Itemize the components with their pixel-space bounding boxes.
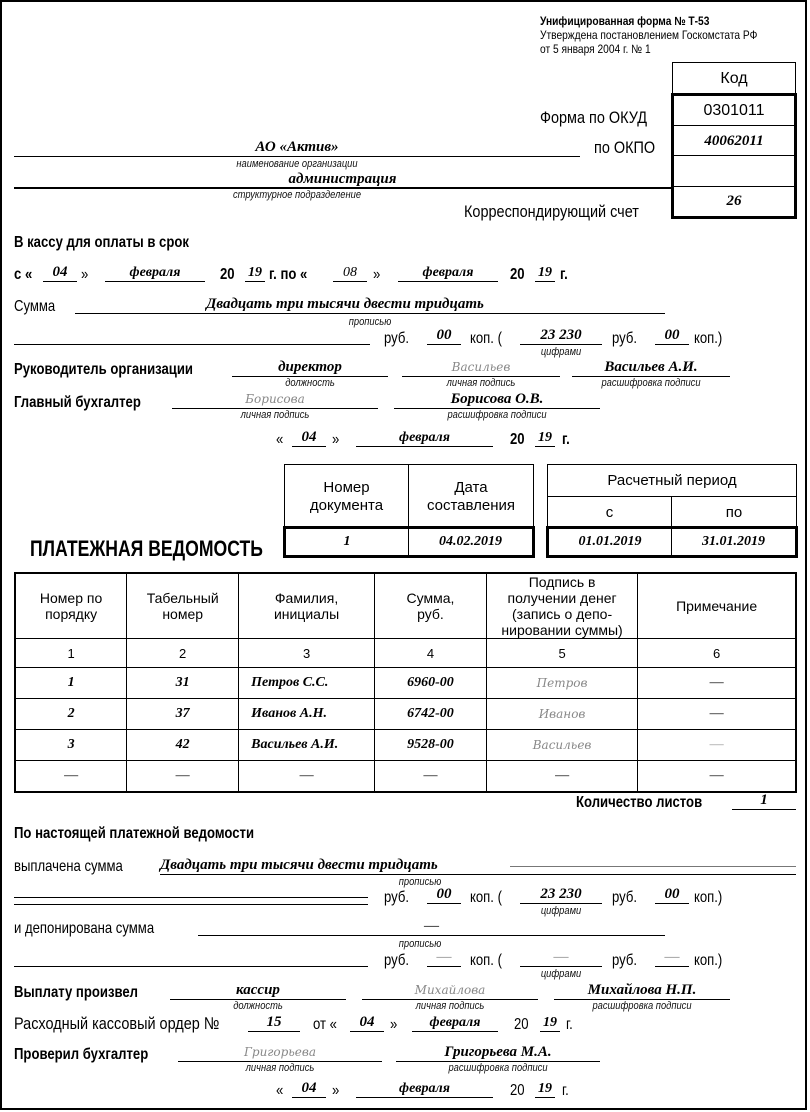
date-month-field[interactable]: февраля: [356, 429, 493, 447]
dep-kop-field[interactable]: —: [427, 949, 461, 967]
order-year-prefix: 20: [514, 1016, 529, 1033]
dep-kop-label: коп. (: [470, 952, 502, 969]
organization-caption: наименование организации: [236, 158, 358, 170]
sum-value: 6960-00: [374, 668, 486, 699]
final-date-close: »: [332, 1082, 340, 1099]
document-title: ПЛАТЕЖНАЯ ВЕДОМОСТЬ: [30, 536, 263, 561]
from-year-field[interactable]: 19: [245, 264, 265, 282]
checked-name-field[interactable]: Григорьева М.А.: [396, 1044, 600, 1062]
to-day-field[interactable]: 08: [333, 264, 367, 282]
sum-value: —: [374, 761, 486, 793]
order-label: Расходный кассовый ордер №: [14, 1014, 220, 1033]
col-header-number: Номер по порядку: [15, 573, 127, 639]
doc-header-box: [284, 464, 534, 527]
cash-desk-heading: В кассу для оплаты в срок: [14, 234, 189, 251]
date-close: »: [332, 431, 340, 448]
from-day-field[interactable]: 04: [43, 264, 77, 282]
column-numbers-row: [15, 639, 796, 668]
sum-value: 6742-00: [374, 699, 486, 730]
paid-kop2-field[interactable]: 00: [655, 886, 689, 904]
payer-signature-caption: личная подпись: [415, 1000, 485, 1012]
tabel-number: 42: [127, 730, 239, 761]
row-number: —: [15, 761, 127, 793]
note-value: —: [638, 699, 796, 730]
kop2-label: коп.): [694, 330, 723, 347]
words-caption: прописью: [348, 316, 392, 328]
checked-signature-caption: личная подпись: [245, 1062, 315, 1074]
tabel-number: —: [127, 761, 239, 793]
checked-name-caption: расшифровка подписи: [448, 1062, 548, 1074]
paid-words-fill-line: [510, 866, 796, 867]
date-year-prefix: 20: [510, 431, 525, 448]
from-prefix: с «: [14, 266, 33, 283]
col-header-note: Примечание: [638, 573, 796, 639]
order-close: »: [390, 1016, 398, 1033]
period-from-header: с: [548, 497, 672, 528]
rub-label: руб.: [384, 330, 410, 347]
checked-signature-field[interactable]: Григорьева: [178, 1044, 382, 1062]
order-month-field[interactable]: февраля: [412, 1014, 498, 1032]
digits-field[interactable]: 23 230: [520, 327, 602, 345]
employee-name: Васильев А.И.: [239, 730, 375, 761]
order-day-field[interactable]: 04: [350, 1014, 384, 1032]
okud-value: 0301011: [674, 96, 794, 126]
employee-name: Петров С.С.: [239, 668, 375, 699]
approval-line-1: Утверждена постановлением Госкомстата РФ: [540, 28, 758, 42]
col-header-signature: Подпись в получении денег (запись о депо-нировании суммы): [486, 573, 637, 639]
tabel-number: 31: [127, 668, 239, 699]
to-month-field[interactable]: февраля: [398, 264, 498, 282]
head-position-field[interactable]: директор: [232, 359, 388, 377]
sum-label: Сумма: [14, 298, 56, 315]
date-header: Дата составления: [426, 478, 516, 514]
payer-name-field[interactable]: Михайлова Н.П.: [554, 982, 730, 1000]
payment-table: [14, 572, 797, 793]
rub2-label: руб.: [612, 330, 638, 347]
period-from-value: 01.01.2019: [549, 529, 672, 555]
okud-label: Форма по ОКУД: [540, 108, 648, 127]
row-number: 1: [15, 668, 127, 699]
col-number: 3: [239, 639, 375, 668]
from-quote: »: [81, 266, 89, 283]
deposited-words-field[interactable]: —: [198, 918, 665, 936]
accountant-name-field[interactable]: Борисова О.В.: [394, 391, 600, 409]
name-caption: расшифровка подписи: [601, 377, 701, 389]
receipt-signature[interactable]: —: [486, 761, 637, 793]
col-header-name: Фамилия, инициалы: [239, 573, 375, 639]
footer-heading: По настоящей платежной ведомости: [14, 825, 255, 842]
table-row: [15, 699, 796, 730]
date-day-field[interactable]: 04: [292, 429, 326, 447]
paid-digits-caption: цифрами: [540, 905, 582, 917]
sum-words-field[interactable]: Двадцать три тысячи двести тридцать: [206, 296, 484, 312]
tabel-number: 37: [127, 699, 239, 730]
position-caption: должность: [285, 377, 335, 389]
period-to-header: по: [725, 504, 743, 521]
head-signature-field[interactable]: Васильев: [402, 359, 560, 377]
paid-rub2-label: руб.: [612, 889, 638, 906]
payer-name-caption: расшифровка подписи: [592, 1000, 692, 1012]
to-quote: »: [373, 266, 381, 283]
final-date-year-field[interactable]: 19: [535, 1080, 555, 1098]
sum-words-line-2: [14, 344, 370, 345]
account-label: Корреспондирующий счет: [464, 202, 639, 221]
sum-words-line: [75, 313, 665, 314]
dep-digits-caption: цифрами: [540, 968, 582, 980]
row-number: 3: [15, 730, 127, 761]
employee-name: —: [239, 761, 375, 793]
employee-name: Иванов А.Н.: [239, 699, 375, 730]
doc-values-box: [283, 526, 535, 558]
kop-field[interactable]: 00: [427, 327, 461, 345]
final-date-open: «: [276, 1082, 284, 1099]
paid-words-caption: прописью: [398, 876, 442, 888]
approval-line-2: от 5 января 2004 г. № 1: [540, 42, 651, 56]
payer-label: Выплату произвел: [14, 984, 138, 1001]
note-value: —: [638, 730, 796, 761]
table-row: [15, 730, 796, 761]
table-row: [15, 668, 796, 699]
receipt-signature[interactable]: Иванов: [486, 699, 637, 730]
final-date-year-prefix: 20: [510, 1082, 525, 1099]
dep-kop2-label: коп.): [694, 952, 723, 969]
col-number: 2: [127, 639, 239, 668]
order-from: от «: [313, 1016, 337, 1033]
period-values-box: [546, 526, 798, 558]
to-suffix: г.: [560, 266, 568, 283]
date-open: «: [276, 431, 284, 448]
department-name: администрация: [14, 171, 671, 189]
deposited-label: и депонирована сумма: [14, 920, 155, 937]
sheets-label: Количество листов: [576, 794, 703, 811]
period-header-box: [547, 464, 797, 527]
head-label: Руководитель организации: [14, 361, 193, 378]
signature-caption: личная подпись: [446, 377, 516, 389]
receipt-signature[interactable]: Васильев: [486, 730, 637, 761]
to-year-field[interactable]: 19: [535, 264, 555, 282]
accountant-signature-field[interactable]: Борисова: [172, 391, 378, 409]
code-header: Код: [672, 62, 796, 94]
paid-rub-label: руб.: [384, 889, 410, 906]
kop2-field[interactable]: 00: [655, 327, 689, 345]
digits-caption: цифрами: [540, 346, 582, 358]
col-number: 4: [374, 639, 486, 668]
okpo-value: 40062011: [674, 126, 794, 156]
date-year-field[interactable]: 19: [535, 429, 555, 447]
dep-rub2-label: руб.: [612, 952, 638, 969]
paid-digits-field[interactable]: 23 230: [520, 886, 602, 904]
number-header: Номер документа: [285, 465, 409, 528]
signature-caption-2: личная подпись: [240, 409, 310, 421]
final-date-day-field[interactable]: 04: [292, 1080, 326, 1098]
to-year-prefix: 20: [510, 266, 525, 283]
paid-words-field[interactable]: Двадцать три тысячи двести тридцать: [160, 857, 438, 873]
from-year-prefix: 20: [220, 266, 235, 283]
date-value: 04.02.2019: [439, 534, 502, 549]
order-number-field[interactable]: 15: [248, 1014, 300, 1032]
sum-value: 9528-00: [374, 730, 486, 761]
department-caption: структурное подразделение: [232, 189, 362, 201]
note-value: —: [638, 761, 796, 793]
order-year-field[interactable]: 19: [540, 1014, 560, 1032]
empty-code-value: [674, 156, 794, 187]
date-suffix: г.: [562, 431, 570, 448]
payer-signature-field[interactable]: Михайлова: [362, 982, 538, 1000]
row-number: 2: [15, 699, 127, 730]
checked-label: Проверил бухгалтер: [14, 1046, 149, 1063]
form-title: Унифицированная форма № Т-53: [540, 14, 710, 28]
deposited-words-caption: прописью: [398, 938, 442, 950]
name-caption-2: расшифровка подписи: [447, 409, 547, 421]
head-name-field[interactable]: Васильев А.И.: [572, 359, 730, 377]
from-suffix: г. по «: [269, 266, 308, 283]
col-number: 5: [486, 639, 637, 668]
order-suffix: г.: [566, 1016, 573, 1033]
receipt-signature[interactable]: Петров: [486, 668, 637, 699]
final-date-month-field[interactable]: февраля: [356, 1080, 493, 1098]
payer-position-field[interactable]: кассир: [170, 982, 346, 1000]
dep-rub-label: руб.: [384, 952, 410, 969]
col-header-sum: Сумма, руб.: [374, 573, 486, 639]
col-number: 1: [15, 639, 127, 668]
paid-kop-field[interactable]: 00: [427, 886, 461, 904]
paid-words-line-3: [14, 904, 368, 905]
period-header: Расчетный период: [548, 465, 796, 497]
paid-words-line-2: [14, 897, 368, 898]
organization-name: АО «Актив»: [14, 139, 580, 157]
paid-kop-label: коп. (: [470, 889, 502, 906]
paid-label: выплачена сумма: [14, 858, 123, 875]
final-date-suffix: г.: [562, 1082, 569, 1099]
account-value: 26: [726, 193, 742, 209]
kop-label: коп. (: [470, 330, 502, 347]
payer-position-caption: должность: [233, 1000, 283, 1012]
note-value: —: [638, 668, 796, 699]
col-header-tabel: Табельный номер: [127, 573, 239, 639]
paid-kop2-label: коп.): [694, 889, 723, 906]
table-row: [15, 761, 796, 793]
okpo-label: по ОКПО: [594, 138, 656, 157]
period-to-value: 31.01.2019: [702, 534, 765, 549]
from-month-field[interactable]: февраля: [105, 264, 205, 282]
paid-words-line: [160, 874, 796, 875]
deposited-words-line-2: [14, 966, 368, 967]
accountant-label: Главный бухгалтер: [14, 394, 141, 411]
dep-kop2-field[interactable]: —: [655, 949, 689, 967]
dep-digits-field[interactable]: —: [520, 949, 602, 967]
table-header-row: [15, 573, 796, 639]
number-value: 1: [286, 529, 409, 555]
col-number: 6: [638, 639, 796, 668]
sheets-field[interactable]: 1: [732, 792, 796, 810]
